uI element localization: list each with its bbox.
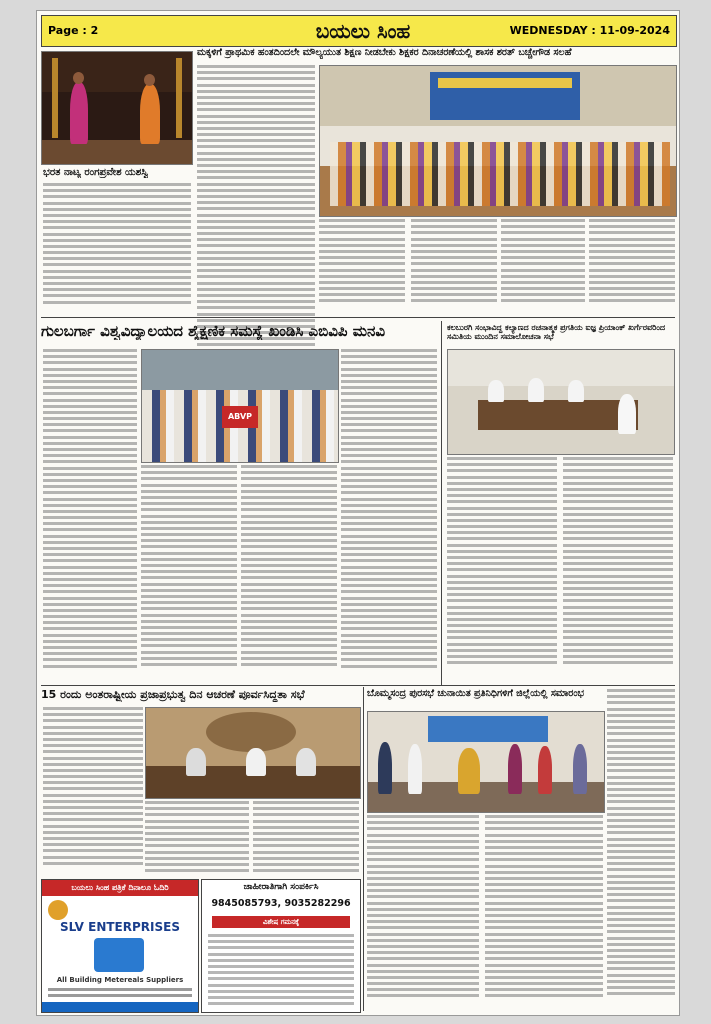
meeting-photo [447,349,675,455]
bommasandra-headline: ಬೊಮ್ಮಸಂದ್ರ ಪುರಸಭೆ ಚುನಾಯಿತ ಪ್ರತಿನಿಧಿಗಳಿಗೆ ಜಿಲ್ಲೆಯಲ್ಲಿ ಸಮಾರಂಭ [367,689,585,699]
abvp-protest-photo [141,349,339,463]
democracy-body-col1 [43,707,143,877]
democracy-headline: 15 ರಂದು ಅಂತರಾಷ್ಟ್ರೀಯ ಪ್ರಜಾಪ್ರಭುತ್ವ ದಿನ ಆಚರಣೆ ಪೂರ್ವಸಿದ್ಧತಾ ಸಭೆ [41,689,305,701]
subscribe-banner: ಬಯಲು ಸಿಂಹ ಪತ್ರಿಕೆ ದಿನಾಲೂ ಓದಿರಿ [42,880,198,896]
univ-body-col1 [43,349,137,679]
kalyan-body-col2 [563,457,673,679]
newspaper-title: ಬಯಲು ಸಿಂಹ [315,19,411,43]
newspaper-page [36,10,680,1016]
univ-body-col3 [241,465,337,679]
section-rule [41,317,675,318]
slv-enterprises-ad [41,879,199,1013]
dance-caption: ಭರತ ನಾಟ್ಯ ರಂಗಪ್ರವೇಶ ಯಶಸ್ವಿ [43,167,149,178]
slv-tagline: All Building Metereals Suppliers [56,976,184,984]
page-number: Page : 2 [48,24,99,37]
lead-headline: ಮಕ್ಕಳಿಗೆ ಪ್ರಾಥಮಿಕ ಹಂತದಿಂದಲೇ ಮೌಲ್ಯಯುತ ಶಿಕ್ಷಣ ನೀಡಬೇಕು ಶಿಕ್ಷಕರ ದಿನಾಚರಣೆಯಲ್ಲಿ ಶಾಸಕ ಶರತ್ ಬಚ್ಚೇಗೌಡ ಸಲಹೆ [197,48,572,58]
univ-headline: ಗುಲಬರ್ಗಾ ವಿಶ್ವವಿದ್ಯಾಲಯದ ಶೈಕ್ಷಣಿಕ ಸಮಸ್ಯೆ ಖಂಡಿಸಿ ಎಬಿವಿಪಿ ಮನವಿ [41,323,386,340]
felicitation-photo [367,711,605,813]
lead-body-col3 [411,219,497,309]
masthead [41,15,677,47]
democracy-meeting-photo [145,707,361,799]
notice-body [208,934,354,1008]
univ-body-col4 [341,349,437,679]
dance-photo [41,51,193,165]
slv-business-name: SLV ENTERPRISES [60,920,180,934]
democracy-body-col2 [145,801,249,877]
notice-title: ವಿಶೇಷ ಗಮನಕ್ಕೆ [212,916,350,928]
column-rule-2 [363,687,364,1011]
teachers-day-photo [319,65,677,217]
bommasandra-body-col3 [607,689,675,1011]
lead-body-col2 [319,219,405,309]
kalyan-headline: ಕಲಬುರಗಿ ಸಂಭಾವಿದ್ದ ಕಲ್ಯಾಣದ ರಚನಾತ್ಮಕ ಪ್ರಗತಿಯ ಐಜ್ಞ ಪ್ರಿಯಾಂಕ್ ಖರ್ಗೆರವರಿಂದ ಸಮಿತಿಯ ಮುಂದಿನ ಸಮಾಲೋಚನಾ ಸಭೆ [447,323,666,342]
lead-body-col5 [589,219,675,309]
contact-title: ಜಾಹೀರಾತಿಗಾಗಿ ಸಂಪರ್ಕಿಸಿ [243,882,319,892]
abvp-banner: ABVP [222,406,258,428]
lead-body-col4 [501,219,585,309]
advertise-contact-ad [201,879,361,1013]
section-rule-2 [41,685,675,686]
kalyan-body-col1 [447,457,557,679]
democracy-body-col3 [253,801,359,877]
bommasandra-body-col1 [367,815,479,1011]
dance-body [43,183,191,313]
contact-phones: 9845085793, 9035282296 [211,898,351,909]
lead-body-col1 [197,65,315,365]
building-supplies-icon [94,938,144,972]
issue-date: WEDNESDAY : 11-09-2024 [509,24,670,37]
column-rule [441,321,442,685]
slv-logo-icon [48,900,68,920]
bommasandra-body-col2 [485,815,603,1011]
univ-body-col2 [141,465,237,679]
